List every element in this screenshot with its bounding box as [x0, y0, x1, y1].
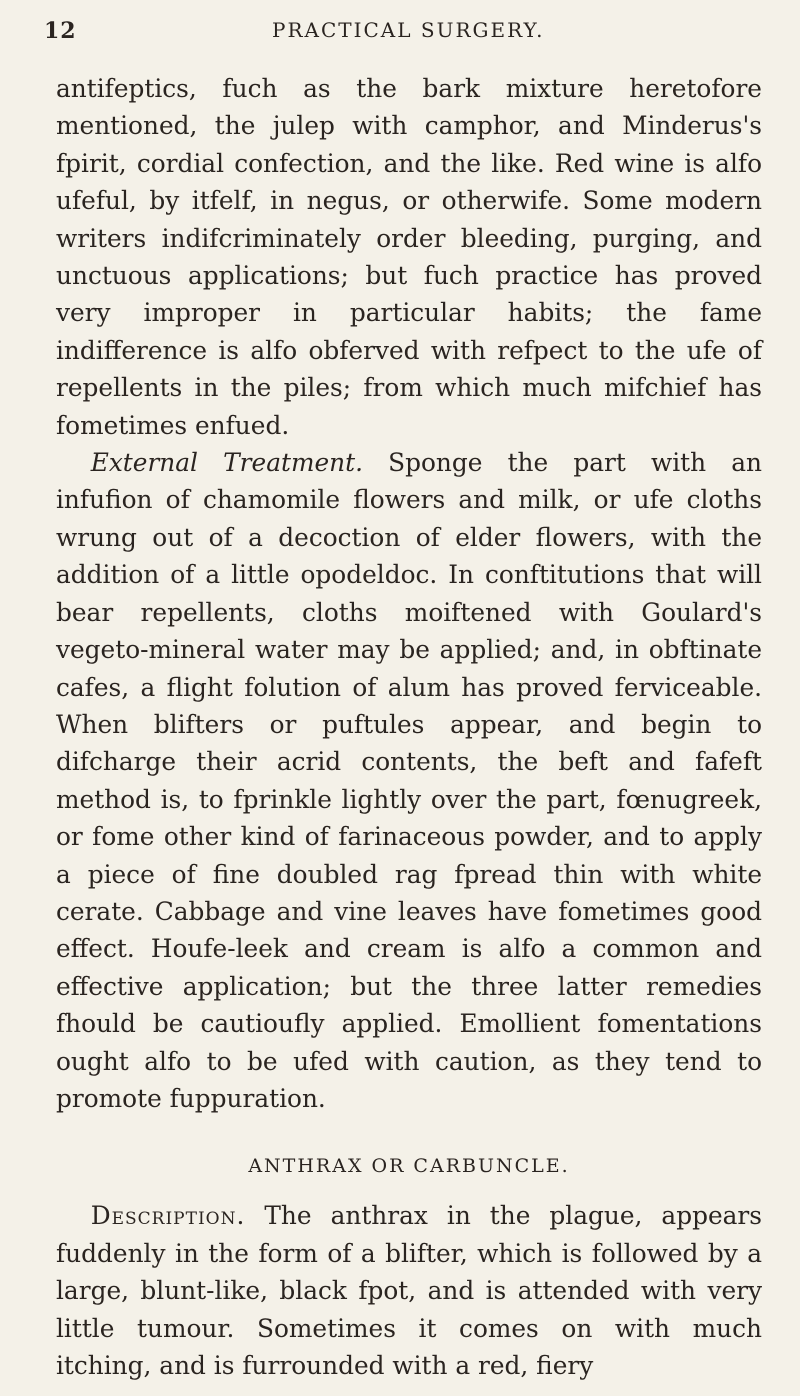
paragraph-general-treatment: antifeptics, fuch as the bark mixture heretofore mentioned, the julep with camphor, and Minderus's fpirit, cordial confection, and the like. Red wine is alfo ufeful, by itfelf, in negus, or otherwife. Some modern writers indifcriminately order bleeding, purging, and unctuous applications; but fuch practice has proved very improper in particular habits; the fame indifference is alfo obferved with refpect to the ufe of repellents in the piles; from which much mifchief has fometimes enfued.: [56, 74, 762, 440]
page-number: 12: [44, 18, 77, 44]
external-treatment-text: Sponge the part with an infufion of chamomile flowers and milk, or ufe cloths wrung out of a decoction of elder flowers, with the addition of a little opodeldoc. In conftitutions that will bear repellents, cloths moiftened with Goulard's vegeto-mineral water may be applied; and, in obftinate cafes, a flight folution of alum has proved ferviceable. When blifters or puftules appear, and begin to difcharge their acrid contents, the beft and fafeft method is, to fprinkle lightly over the part, fœnugreek, or fome other kind of farinaceous powder, and to apply a piece of fine doubled rag fpread thin with white cerate. Cabbage and vine leaves have fometimes good effect. Houfe-leek and cream is alfo a common and effective application; but the three latter remedies fhould be cautioufly applied. Emollient fomentations ought alfo to be ufed with caution, as they tend to promote fuppuration.: [56, 448, 762, 1113]
page-header: [0, 8, 800, 48]
description-heading: Description.: [90, 1201, 246, 1231]
external-treatment-heading: External Treatment.: [90, 448, 363, 478]
running-head: PRACTICAL SURGERY.: [272, 18, 545, 42]
paragraph-external-treatment: [56, 444, 762, 1117]
body-text: [56, 70, 762, 1384]
section-title: ANTHRAX OR CARBUNCLE.: [248, 1155, 570, 1178]
paragraph-description: [56, 1197, 762, 1384]
description-text: The anthrax in the plague, appears fuddenly in the form of a blifter, which is followed by a large, blunt-like, black fpot, and is attended with very little tumour. Sometimes it comes on with much itching, and is furrounded with a red, fiery: [56, 1201, 762, 1380]
